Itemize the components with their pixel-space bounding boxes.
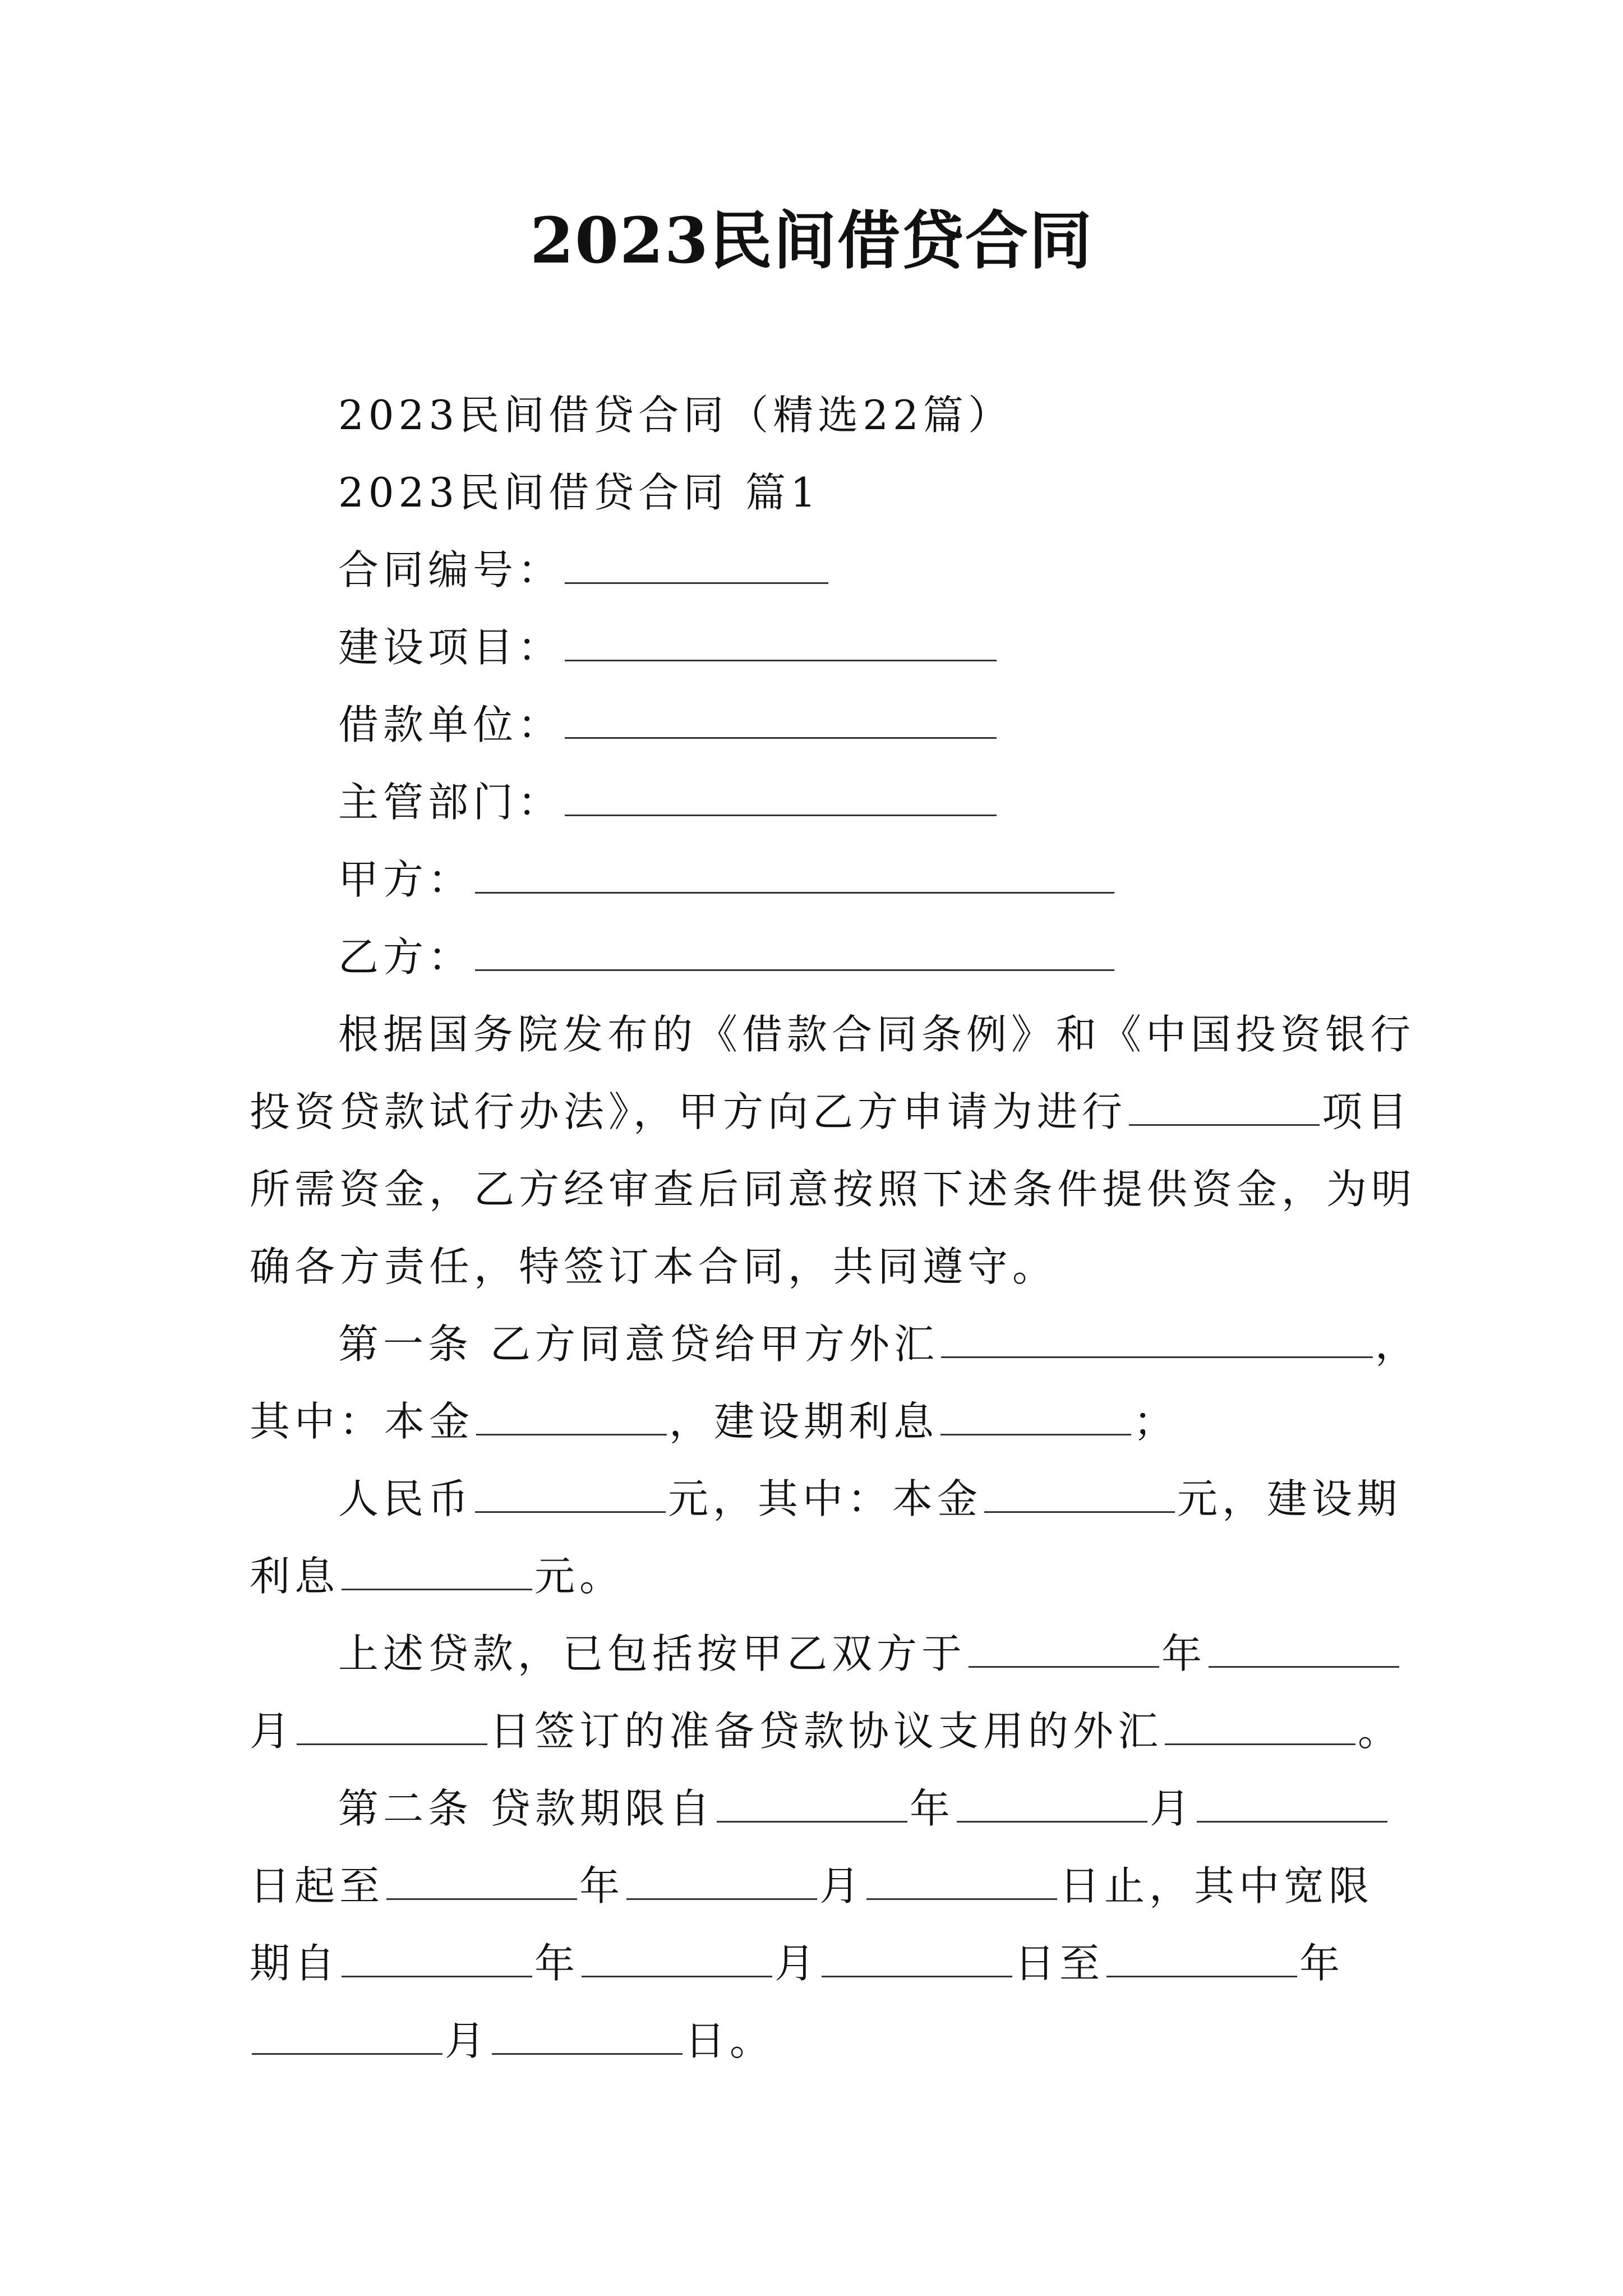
field-party-a [250,852,1416,908]
text-run: 项目 [1322,1088,1412,1135]
blank-line [717,1785,907,1823]
text-run: 投资贷款试行办法》，甲方向乙方申请为进行 [250,1088,1127,1135]
text-run: 日起至 [250,1862,385,1910]
text-run: 年 [909,1785,955,1832]
text-run: 第二条 贷款期限自 [338,1785,714,1832]
text-run: 月 [819,1862,865,1910]
field-label: 借款单位： [338,701,563,748]
text-run: 日至 [1015,1940,1105,1987]
blank-line [1129,1088,1320,1126]
article-1-line [250,1393,1416,1450]
article-2-line [250,2013,1416,2069]
blank-line [1197,1785,1387,1823]
text-run: 元。 [534,1553,625,1600]
text-run: 月 [250,1708,295,1755]
blank-line [252,2017,442,2055]
blank-line [475,856,1114,894]
text-run: 期自 [250,1940,340,1987]
blank-line [866,1862,1057,1900]
paragraph-line: 确各方责任，特签订本合同，共同遵守。 [250,1243,1058,1290]
blank-line [940,1398,1131,1435]
text-run: 元，建设期 [1177,1475,1402,1522]
text-run: ， [1375,1320,1420,1368]
field-label: 合同编号： [338,546,563,593]
field-borrower-unit [250,697,1416,753]
field-contract-no [250,542,1416,598]
article-1-line [250,1626,1416,1682]
blank-line [1209,1630,1399,1668]
blank-line [342,1940,532,1977]
article-2-line [250,1935,1416,1991]
text-run: 年 [579,1862,625,1910]
article-2-line [250,1780,1416,1837]
text-run: 年 [1299,1940,1345,1987]
blank-line [386,1862,577,1900]
text-run: ； [1133,1398,1179,1445]
paragraph-line: 所需资金，乙方经审查后同意按照下述条件提供资金，为明 [250,1166,1417,1213]
article-1-line [250,1471,1416,1527]
text-run: 年 [1161,1630,1207,1677]
subtitle: 2023民间借贷合同（精选22篇） [338,392,1013,439]
blank-line [969,1630,1159,1668]
text-run: 。 [1358,1708,1403,1755]
article-1-line [250,1548,1416,1604]
blank-line [297,1708,487,1745]
paragraph-line [250,1084,1416,1140]
blank-line [476,1398,667,1435]
text-run: 月 [445,2017,490,2064]
field-label: 建设项目： [338,624,563,671]
field-party-b [250,929,1416,985]
text-run: 日。 [685,2017,775,2064]
blank-line [626,1862,817,1900]
text-run: 日止，其中宽限 [1059,1862,1374,1910]
field-label: 主管部门： [338,779,563,826]
text-run: 第一条 乙方同意贷给甲方外汇 [338,1320,939,1368]
blank-line [475,933,1114,971]
text-run: 上述贷款，已包括按甲乙双方于 [338,1630,967,1677]
text-run: 月 [1149,1785,1195,1832]
blank-line [822,1940,1012,1977]
field-supervisor [250,774,1416,830]
paragraph-line: 根据国务院发布的《借款合同条例》和《中国投资银行 [338,1011,1415,1058]
field-project [250,619,1416,675]
text-run: 年 [534,1940,580,1987]
article-1-line [250,1316,1420,1372]
blank-line [565,546,828,584]
blank-line [957,1785,1147,1823]
text-run: 人民币 [338,1475,473,1522]
article-2-line [250,1858,1416,1914]
blank-line [342,1553,532,1590]
blank-line [565,779,997,816]
text-run: 利息 [250,1553,340,1600]
article-1-line [250,1703,1416,1759]
blank-line [492,2017,683,2055]
text-run: 元，其中：本金 [668,1475,983,1522]
text-run: 其中：本金 [250,1398,474,1445]
blank-line [1165,1708,1355,1745]
blank-line [984,1475,1175,1513]
text-run: ，建设期利息 [669,1398,939,1445]
blank-line [582,1940,772,1977]
document-title: 2023民间借贷合同 [530,204,1093,278]
blank-line [565,624,997,661]
blank-line [565,701,997,739]
field-label: 甲方： [338,856,473,903]
field-label: 乙方： [338,933,473,981]
blank-line [475,1475,666,1513]
blank-line [941,1320,1373,1358]
section-heading: 2023民间借贷合同 篇1 [338,469,820,516]
blank-line [1106,1940,1297,1977]
text-run: 月 [774,1940,820,1987]
text-run: 日签订的准备贷款协议支用的外汇 [490,1708,1163,1755]
